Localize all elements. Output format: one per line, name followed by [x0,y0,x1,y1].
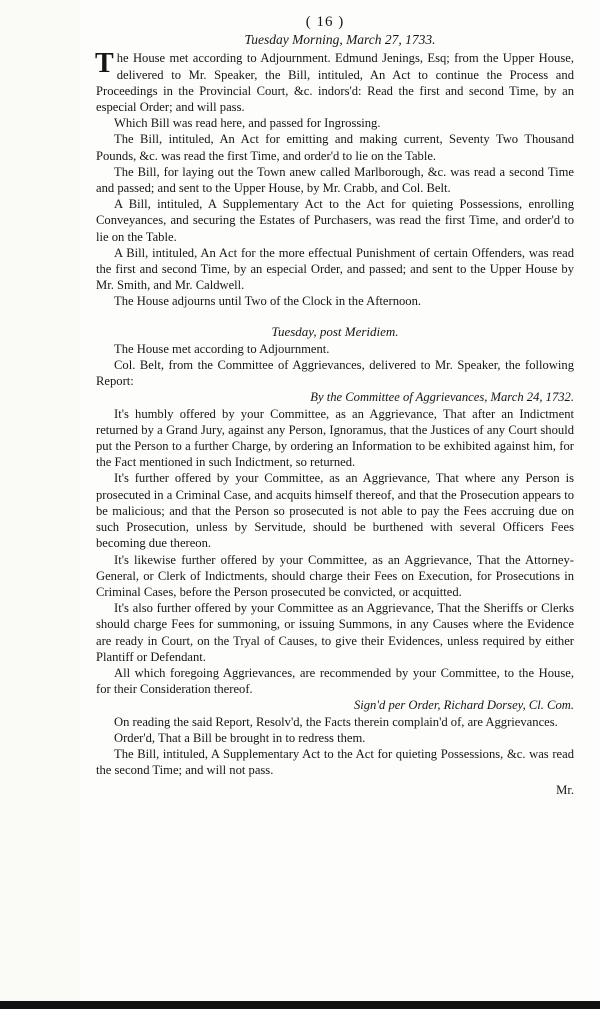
paragraph-committee-report: Col. Belt, from the Committee of Aggrievances, delivered to Mr. Speaker, the following Report: [96,358,574,389]
paragraph-supplementary-act: A Bill, intituled, A Supplementary Act to the Act for quieting Possessions, enrolling Conveyances, and securing the Estates of Purchasers, was read the first Time, and order'd to lie on the Table. [96,197,574,244]
report-item: All which foregoing Aggrievances, are recommended by your Committee, to the House, for their Consideration thereof. [96,665,574,697]
closing-section [96,714,574,779]
drop-cap-t: T [95,48,114,80]
report-item: It's likewise further offered by your Committee, as an Aggrievance, That the Attorney-General, or Clerk of Indictments, should charge their Fees on Execution, for Prosecutions in Criminal Cases, before the Person prosecuted be convicted, or acquitted. [96,552,574,599]
report-item: It's further offered by your Committee, as an Aggrievance, That where any Person is prosecuted in a Criminal Case, and acquits himself thereof, and that the Prosecution appears to be malicious; and that the Person so prosecuted is not able to pay the Fees accruing due on such Prosecution, unless by Servitude, should be burthened with several Officers Fees becoming due thereon. [96,471,574,551]
paragraph-adjourn: The House adjourns until Two of the Clock in the Afternoon. [114,294,422,309]
signature: Sign'd per Order, Richard Dorsey, Cl. Com. [353,698,574,713]
paragraph-marlborough: The Bill, for laying out the Town anew called Marlborough, &c. was read a second Time and passed; and sent to the Upper House, by Mr. Crabb, and Col. Belt. [96,164,574,196]
paragraph-house-met [96,50,574,115]
paragraph-ordered: Order'd, That a Bill be brought in to redress them. [114,730,366,745]
paragraph-house-met-afternoon: The House met according to Adjournment. [114,341,330,356]
report-item: It's humbly offered by your Committee, as an Aggrievance, That after an Indictment returned by a Grand Jury, against any Person, Ignoramus, that the Justices of any Court should put the Person to a further Charge, by ordering an Information to be exhibited against him, for the Fact mentioned in such Indictment, so returned. [96,406,574,470]
afternoon-section [96,341,574,390]
report-heading: By the Committee of Aggrievances, March 24, 1732. [310,390,574,405]
paragraph-second-reading: The Bill, intituled, A Supplementary Act to the Act for quieting Possessions, &c. was read the second Time; and will not pass. [96,746,574,778]
paragraph-punishment-act: A Bill, intituled, An Act for the more effectual Punishment of certain Offenders, was read the first and second Time, by an especial Order, and passed; and sent to the Upper House by Mr. Smith, and Mr. Caldwell. [96,245,574,293]
paragraph-bill-read: Which Bill was read here, and passed for Ingrossing. [114,116,381,131]
catchword: Mr. [556,783,574,798]
paragraph-emitting-act: The Bill, intituled, An Act for emitting and making current, Seventy Two Thousand Pounds, &c. was read the first Time, and order'd to lie on the Table. [96,132,574,163]
report-item: It's also further offered by your Committee as an Aggrievance, That the Sheriffs or Clerks should charge Fees for summoning, or issuing Summons, in any Causes where the Evidence are ready in Court, on the Tryal of Causes, to give their Evidences, unless required by either Plantiff or Defendant. [96,601,574,664]
morning-section [96,50,574,309]
scan-bottom-edge [0,1001,600,1009]
afternoon-heading: Tuesday, post Meridiem. [271,323,399,339]
morning-heading: Tuesday Morning, March 27, 1733. [244,32,436,48]
report-section [96,406,574,698]
paragraph-text: he House met according to Adjournment. Edmund Jenings, Esq; from the Upper House, delivered to Mr. Speaker, the Bill, intituled, An Act to continue the Process and Proceedings in the Provincial Court, &c. indors'd: Read the first and second Time, by an especial Order; and will pass. [96,51,574,115]
paragraph-resolved: On reading the said Report, Resolv'd, the Facts therein complain'd of, are Aggrievances. [114,714,558,729]
page-number: ( 16 ) [305,14,345,30]
